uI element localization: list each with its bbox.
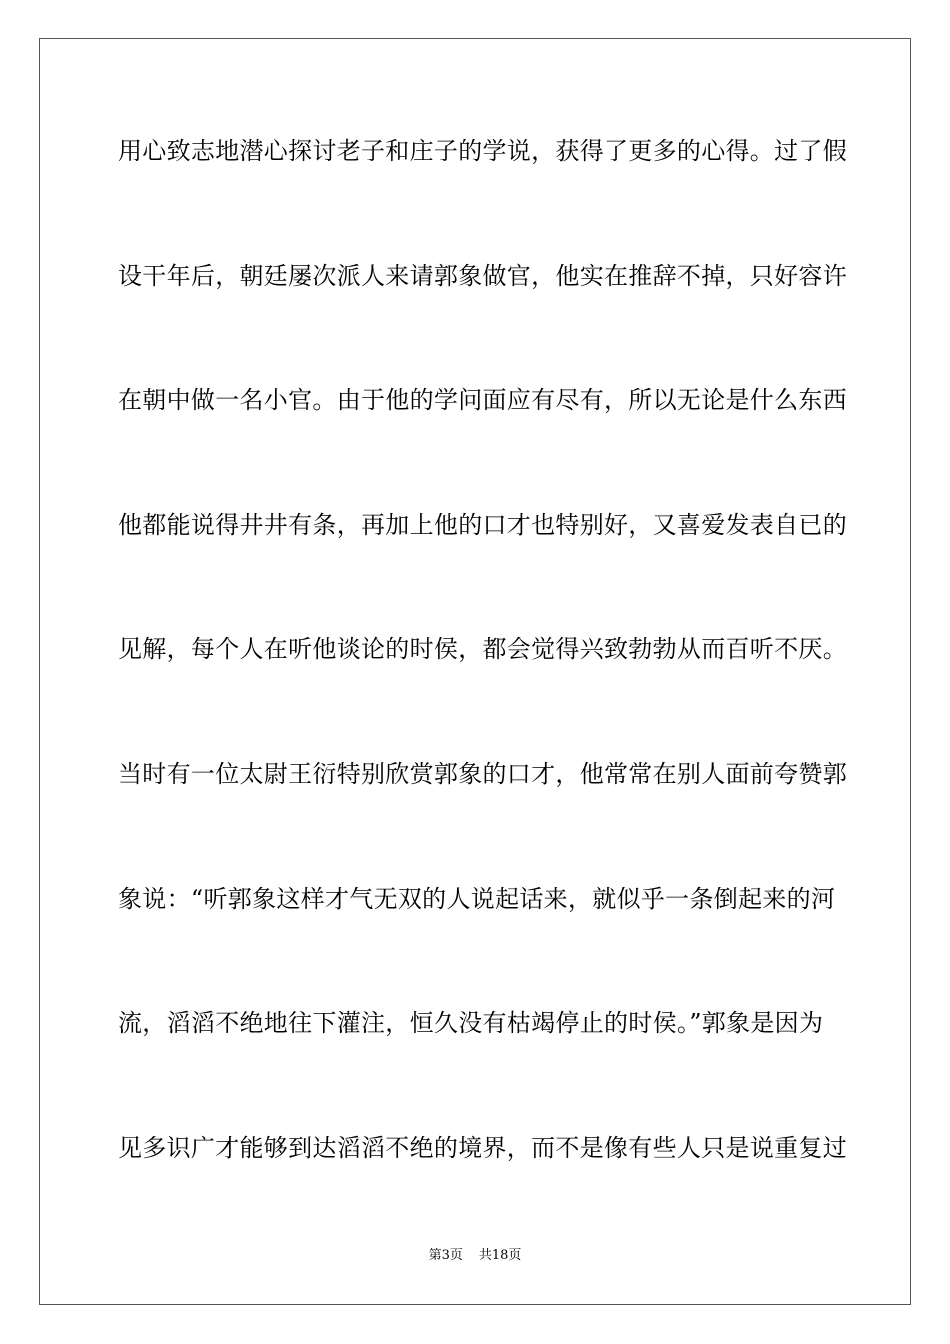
text-line-8: 流，滔滔不绝地往下灌注，恒久没有枯竭停止的时侯。”郭象是因为 <box>118 1009 824 1038</box>
text-line-3: 在朝中做一名小官。由于他的学问面应有尽有，所以无论是什么东西 <box>118 386 847 415</box>
text-line-7: 象说：“听郭象这样才气无双的人说起话来，就似乎一条倒起来的河 <box>118 884 836 913</box>
body-text <box>118 120 847 1241</box>
text-line-6: 当时有一位太尉王衍特别欣赏郭象的口才，他常常在别人面前夸赞郭 <box>118 759 847 788</box>
text-line-2: 设干年后，朝廷屡次派人来请郭象做官，他实在推辞不掉，只好容许 <box>118 261 847 290</box>
text-line-9: 见多识广才能够到达滔滔不绝的境界，而不是像有些人只是说重复过 <box>118 1133 847 1162</box>
page-number: 第3页 <box>428 1248 463 1263</box>
text-line-5: 见解，每个人在听他谈论的时侯，都会觉得兴致勃勃从而百听不厌。 <box>118 635 847 664</box>
page-total: 共18页 <box>478 1248 522 1263</box>
text-line-4: 他都能说得井井有条，再加上他的口才也特别好，又喜爱发表自已的 <box>118 510 847 539</box>
page-footer <box>0 1246 950 1266</box>
text-line-1: 用心致志地潜心探讨老子和庄子的学说，获得了更多的心得。过了假 <box>118 137 847 165</box>
